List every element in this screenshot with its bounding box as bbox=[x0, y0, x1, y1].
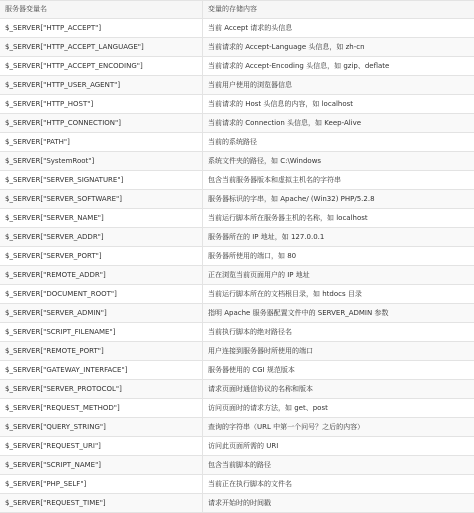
variable-description-cell: 指明 Apache 服务器配置文件中的 SERVER_ADMIN 参数 bbox=[208, 309, 389, 317]
variable-description-cell: 服务器所使用的端口，如 80 bbox=[208, 252, 297, 260]
table-body bbox=[0, 19, 474, 513]
variable-name-cell: $_SERVER["DOCUMENT_ROOT"] bbox=[0, 285, 203, 303]
table-row bbox=[0, 323, 474, 342]
table-row bbox=[0, 418, 474, 437]
table-row bbox=[0, 95, 474, 114]
variable-description-cell: 查询的字符串（URL 中第一个问号？之后的内容） bbox=[208, 423, 365, 431]
variable-name-cell: $_SERVER["HTTP_CONNECTION"] bbox=[0, 114, 203, 132]
variable-name-cell: $_SERVER["REMOTE_ADDR"] bbox=[0, 266, 203, 284]
variable-description-cell: 系统文件夹的路径，如 C:\Windows bbox=[208, 157, 322, 165]
variable-name-cell: $_SERVER["HTTP_ACCEPT"] bbox=[0, 19, 203, 37]
variable-name-cell: $_SERVER["SCRIPT_FILENAME"] bbox=[0, 323, 203, 341]
table-row bbox=[0, 361, 474, 380]
table-row bbox=[0, 57, 474, 76]
variable-name-cell: $_SERVER["PATH"] bbox=[0, 133, 203, 151]
table-row bbox=[0, 228, 474, 247]
table-row bbox=[0, 456, 474, 475]
table-row bbox=[0, 494, 474, 513]
header-variable-content: 变量的存储内容 bbox=[208, 5, 257, 13]
table-row bbox=[0, 437, 474, 456]
variable-name-cell: $_SERVER["QUERY_STRING"] bbox=[0, 418, 203, 436]
table-row bbox=[0, 76, 474, 95]
variable-description-cell: 当前请求的 Accept-Encoding 头信息，如 gzip、deflate bbox=[208, 62, 390, 70]
table-row bbox=[0, 114, 474, 133]
variable-description-cell: 当前执行脚本的绝对路径名 bbox=[208, 328, 292, 336]
variable-name-cell: $_SERVER["REQUEST_TIME"] bbox=[0, 494, 203, 512]
variable-name-cell: $_SERVER["SERVER_SOFTWARE"] bbox=[0, 190, 203, 208]
variable-name-cell: $_SERVER["SERVER_SIGNATURE"] bbox=[0, 171, 203, 189]
variable-name-cell: $_SERVER["PHP_SELF"] bbox=[0, 475, 203, 493]
variable-name-cell: $_SERVER["REQUEST_URI"] bbox=[0, 437, 203, 455]
table-row bbox=[0, 266, 474, 285]
variable-description-cell: 当前请求的 Accept-Language 头信息，如 zh-cn bbox=[208, 43, 365, 51]
table-row bbox=[0, 304, 474, 323]
table-row bbox=[0, 285, 474, 304]
table-header-row bbox=[0, 1, 474, 19]
variable-description-cell: 用户连接到服务器时所使用的端口 bbox=[208, 347, 313, 355]
variable-name-cell: $_SERVER["REQUEST_METHOD"] bbox=[0, 399, 203, 417]
variable-description-cell: 访问此页面所需的 URI bbox=[208, 442, 279, 450]
variable-description-cell: 服务器所在的 IP 地址，如 127.0.0.1 bbox=[208, 233, 325, 241]
variable-name-cell: $_SERVER["SERVER_ADMIN"] bbox=[0, 304, 203, 322]
header-variable-name: 服务器变量名 bbox=[0, 1, 203, 18]
variable-description-cell: 当前请求的 Host 头信息的内容，如 localhost bbox=[208, 100, 354, 108]
table-row bbox=[0, 399, 474, 418]
table-row bbox=[0, 475, 474, 494]
variable-description-cell: 请求页面时通信协议的名称和版本 bbox=[208, 385, 313, 393]
table-row bbox=[0, 133, 474, 152]
variable-description-cell: 请求开始时的时间戳 bbox=[208, 499, 271, 507]
variable-description-cell: 当前 Accept 请求的头信息 bbox=[208, 24, 293, 32]
table-row bbox=[0, 247, 474, 266]
variable-name-cell: $_SERVER["SERVER_PROTOCOL"] bbox=[0, 380, 203, 398]
table-row bbox=[0, 152, 474, 171]
variable-description-cell: 服务器标识的字串，如 Apache/ (Win32) PHP/5.2.8 bbox=[208, 195, 375, 203]
variable-name-cell: $_SERVER["HTTP_ACCEPT_ENCODING"] bbox=[0, 57, 203, 75]
table-row bbox=[0, 38, 474, 57]
variable-description-cell: 当前正在执行脚本的文件名 bbox=[208, 480, 292, 488]
variable-description-cell: 服务器使用的 CGI 规范版本 bbox=[208, 366, 295, 374]
variable-description-cell: 当前运行脚本所在服务器主机的名称，如 localhost bbox=[208, 214, 368, 222]
variable-description-cell: 包含当前脚本的路径 bbox=[208, 461, 271, 469]
table-row bbox=[0, 19, 474, 38]
table-row bbox=[0, 380, 474, 399]
variable-name-cell: $_SERVER["SystemRoot"] bbox=[0, 152, 203, 170]
variable-description-cell: 正在浏览当前页面用户的 IP 地址 bbox=[208, 271, 310, 279]
variable-name-cell: $_SERVER["SCRIPT_NAME"] bbox=[0, 456, 203, 474]
variable-name-cell: $_SERVER["SERVER_ADDR"] bbox=[0, 228, 203, 246]
variable-name-cell: $_SERVER["REMOTE_PORT"] bbox=[0, 342, 203, 360]
table-row bbox=[0, 209, 474, 228]
table-row bbox=[0, 171, 474, 190]
variable-name-cell: $_SERVER["HTTP_ACCEPT_LANGUAGE"] bbox=[0, 38, 203, 56]
variable-name-cell: $_SERVER["SERVER_NAME"] bbox=[0, 209, 203, 227]
variable-description-cell: 当前用户使用的浏览器信息 bbox=[208, 81, 292, 89]
variable-description-cell: 访问页面时的请求方法，如 get、post bbox=[208, 404, 328, 412]
variable-description-cell: 当前运行脚本所在的文档根目录，如 htdocs 目录 bbox=[208, 290, 362, 298]
variable-name-cell: $_SERVER["SERVER_PORT"] bbox=[0, 247, 203, 265]
table-row bbox=[0, 342, 474, 361]
variable-description-cell: 当前的系统路径 bbox=[208, 138, 257, 146]
variable-description-cell: 包含当前服务器版本和虚拟主机名的字符串 bbox=[208, 176, 341, 184]
variable-name-cell: $_SERVER["HTTP_HOST"] bbox=[0, 95, 203, 113]
variable-name-cell: $_SERVER["HTTP_USER_AGENT"] bbox=[0, 76, 203, 94]
variable-name-cell: $_SERVER["GATEWAY_INTERFACE"] bbox=[0, 361, 203, 379]
table-row bbox=[0, 190, 474, 209]
variable-description-cell: 当前请求的 Connection 头信息，如 Keep-Alive bbox=[208, 119, 362, 127]
